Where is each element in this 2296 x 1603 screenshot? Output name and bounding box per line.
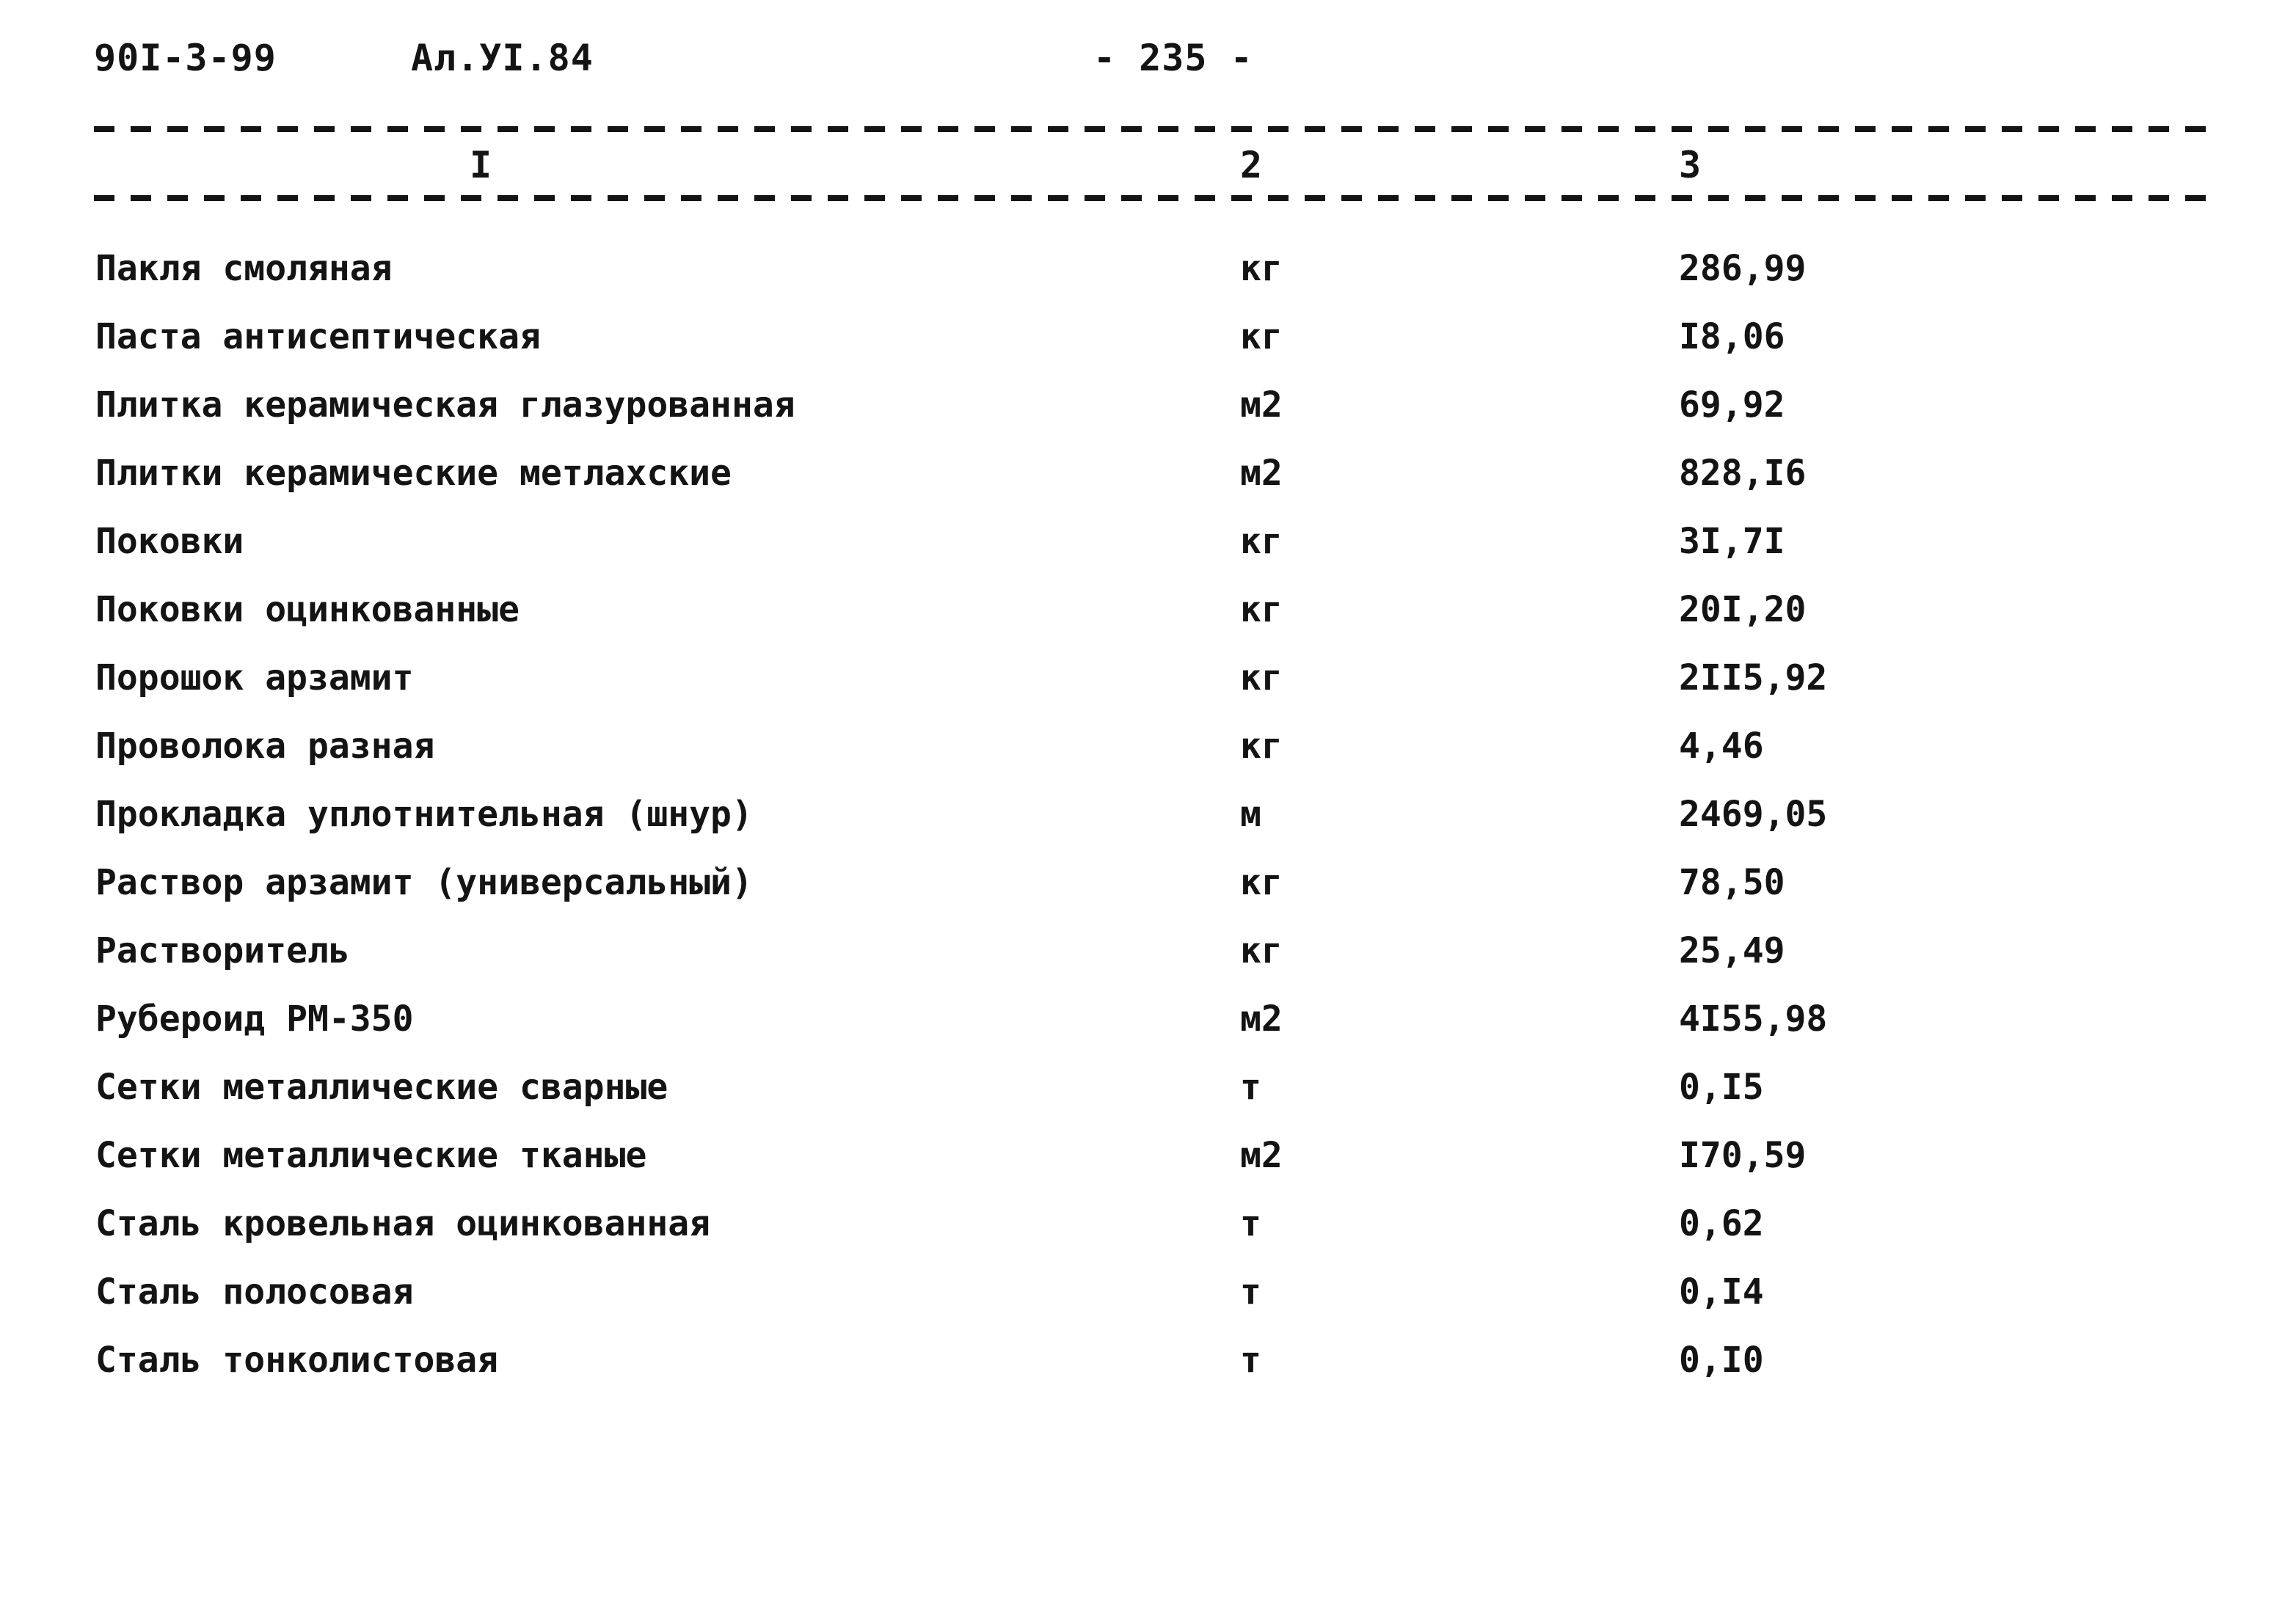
unit-of-measure: т xyxy=(1240,1067,1261,1108)
table-row xyxy=(0,447,2296,515)
material-name: Сетки металлические тканые xyxy=(95,1135,647,1176)
material-name: Пакля смоляная xyxy=(95,248,393,289)
quantity: 0,I4 xyxy=(1679,1271,1764,1312)
quantity: 4,46 xyxy=(1679,726,1764,767)
table-row xyxy=(0,515,2296,583)
material-name: Плитки керамические метлахские xyxy=(95,453,732,494)
unit-of-measure: м2 xyxy=(1240,1135,1283,1176)
material-name: Порошок арзамит xyxy=(95,657,414,698)
unit-of-measure: кг xyxy=(1240,862,1283,903)
table-row xyxy=(0,856,2296,924)
material-name: Сталь кровельная оцинкованная xyxy=(95,1203,711,1244)
material-name: Сталь тонколистовая xyxy=(95,1340,499,1381)
unit-of-measure: м2 xyxy=(1240,998,1283,1040)
table-row xyxy=(0,1266,2296,1334)
dashed-rule-bottom xyxy=(94,195,2207,201)
unit-of-measure: кг xyxy=(1240,521,1283,562)
quantity: 286,99 xyxy=(1679,248,1807,289)
table-row xyxy=(0,242,2296,310)
column-number-2: 2 xyxy=(1240,144,1263,186)
quantity: 0,I5 xyxy=(1679,1067,1764,1108)
table-row xyxy=(0,924,2296,993)
material-name: Сталь полосовая xyxy=(95,1271,414,1312)
unit-of-measure: кг xyxy=(1240,726,1283,767)
quantity: 20I,20 xyxy=(1679,589,1807,630)
material-name: Рубероид РМ-350 xyxy=(95,998,414,1040)
quantity: 0,62 xyxy=(1679,1203,1764,1244)
unit-of-measure: т xyxy=(1240,1271,1261,1312)
material-name: Растворитель xyxy=(95,930,350,971)
quantity: 0,I0 xyxy=(1679,1340,1764,1381)
dashed-rule-top xyxy=(94,126,2207,132)
material-name: Поковки оцинкованные xyxy=(95,589,520,630)
quantity: I70,59 xyxy=(1679,1135,1807,1176)
material-name: Проволока разная xyxy=(95,726,435,767)
table-row xyxy=(0,1061,2296,1129)
quantity: 828,I6 xyxy=(1679,453,1807,494)
material-name: Паста антисептическая xyxy=(95,316,541,357)
column-number-1: I xyxy=(470,144,492,186)
unit-of-measure: кг xyxy=(1240,930,1283,971)
unit-of-measure: т xyxy=(1240,1340,1261,1381)
material-name: Плитка керамическая глазурованная xyxy=(95,384,795,426)
quantity: I8,06 xyxy=(1679,316,1785,357)
table-row xyxy=(0,310,2296,379)
unit-of-measure: м2 xyxy=(1240,384,1283,426)
unit-of-measure: кг xyxy=(1240,248,1283,289)
material-name: Раствор арзамит (универсальный) xyxy=(95,862,753,903)
quantity: 25,49 xyxy=(1679,930,1785,971)
table-row xyxy=(0,788,2296,856)
page-number: - 235 - xyxy=(1093,37,1253,79)
unit-of-measure: кг xyxy=(1240,657,1283,698)
table-row xyxy=(0,1334,2296,1402)
quantity: 3I,7I xyxy=(1679,521,1785,562)
sheet-reference: Ал.УI.84 xyxy=(411,37,594,79)
material-name: Сетки металлические сварные xyxy=(95,1067,668,1108)
material-name: Прокладка уплотнительная (шнур) xyxy=(95,794,753,835)
table-row xyxy=(0,720,2296,788)
materials-table xyxy=(0,242,2296,1402)
quantity: 4I55,98 xyxy=(1679,998,1828,1040)
quantity: 2469,05 xyxy=(1679,794,1828,835)
quantity: 69,92 xyxy=(1679,384,1785,426)
document-code: 90I-3-99 xyxy=(94,37,277,79)
unit-of-measure: м2 xyxy=(1240,453,1283,494)
quantity: 78,50 xyxy=(1679,862,1785,903)
table-row xyxy=(0,1197,2296,1266)
unit-of-measure: т xyxy=(1240,1203,1261,1244)
quantity: 2II5,92 xyxy=(1679,657,1828,698)
table-row xyxy=(0,1129,2296,1197)
table-row xyxy=(0,379,2296,447)
unit-of-measure: кг xyxy=(1240,589,1283,630)
material-name: Поковки xyxy=(95,521,244,562)
table-row xyxy=(0,583,2296,651)
unit-of-measure: м xyxy=(1240,794,1261,835)
table-row xyxy=(0,993,2296,1061)
table-row xyxy=(0,651,2296,720)
unit-of-measure: кг xyxy=(1240,316,1283,357)
column-number-3: 3 xyxy=(1679,144,1702,186)
